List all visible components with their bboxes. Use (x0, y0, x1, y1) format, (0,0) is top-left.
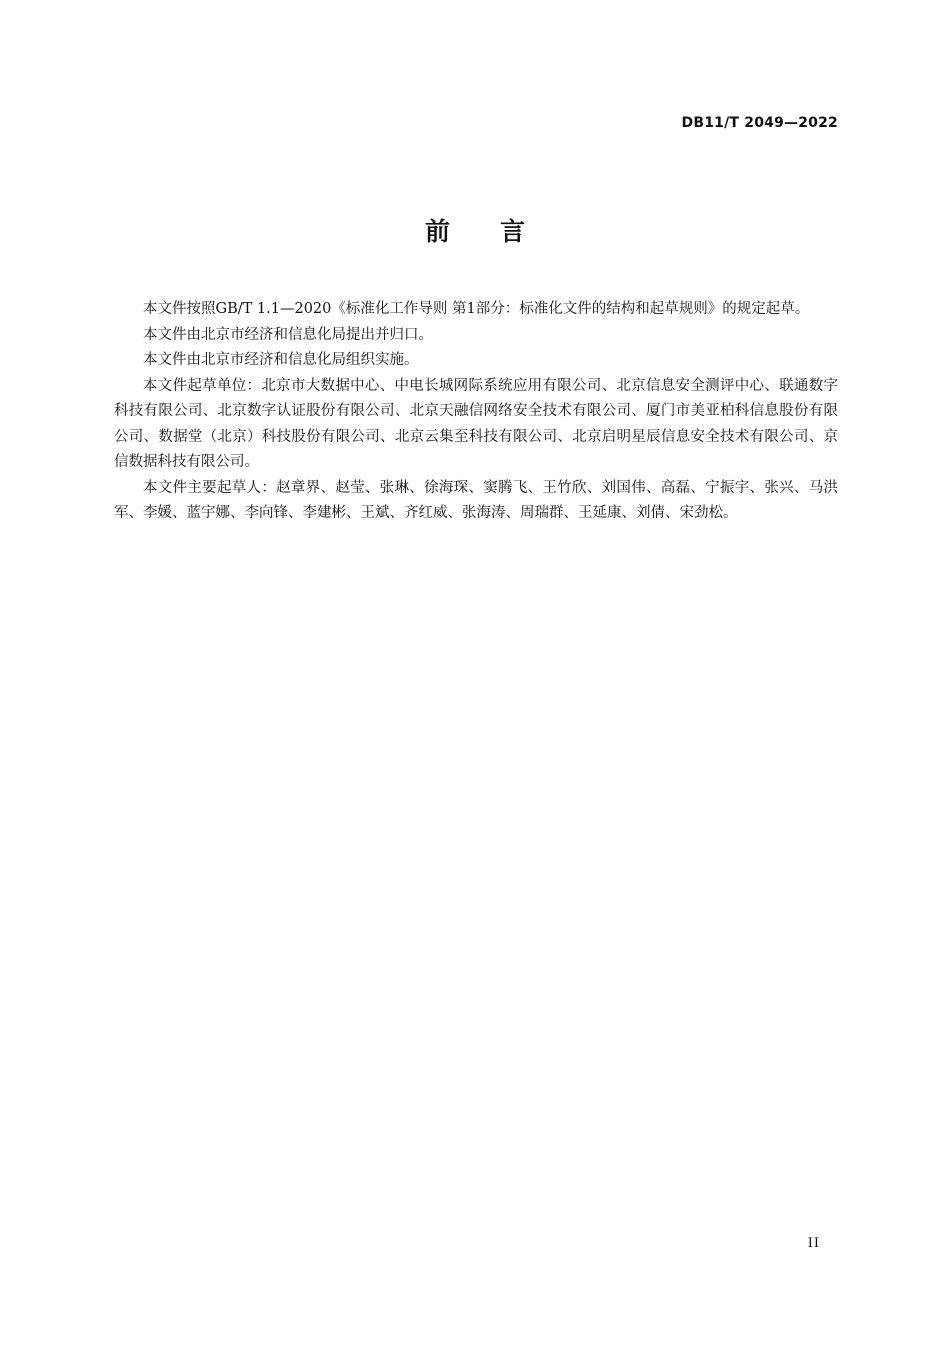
paragraph-drafting-units: 本文件起草单位：北京市大数据中心、中电长城网际系统应用有限公司、北京信息安全测评中心、联通数字科技有限公司、北京数字认证股份有限公司、北京天融信网络安全技术有限公司、厦门市美亚柏科信息股份有限公司、数据堂（北京）科技股份有限公司、北京云集至科技有限公司、北京启明星辰信息安全技术有限公司、京信数据科技有限公司。 (114, 377, 838, 470)
page-number: II (807, 1236, 820, 1251)
page-title: 前言 (424, 217, 575, 246)
paragraph-main-drafters: 本文件主要起草人：赵章界、赵莹、张琳、徐海琛、窦腾飞、王竹欣、刘国伟、高磊、宁振宇、张兴、马洪军、李媛、蓝宇娜、李向锋、李建彬、王斌、齐红威、张海涛、周瑞群、王延康、刘倩、宋劲松。 (114, 479, 838, 521)
paragraph-implementer: 本文件由北京市经济和信息化局组织实施。 (143, 352, 419, 368)
paragraph-drafting-rules: 本文件按照GB/T 1.1—2020《标准化工作导则 第1部分：标准化文件的结构和起草规则》的规定起草。 (143, 301, 810, 317)
paragraph-proposer: 本文件由北京市经济和信息化局提出并归口。 (143, 326, 433, 343)
document-number: DB11/T 2049—2022 (681, 115, 838, 131)
foreword-body (114, 297, 838, 527)
